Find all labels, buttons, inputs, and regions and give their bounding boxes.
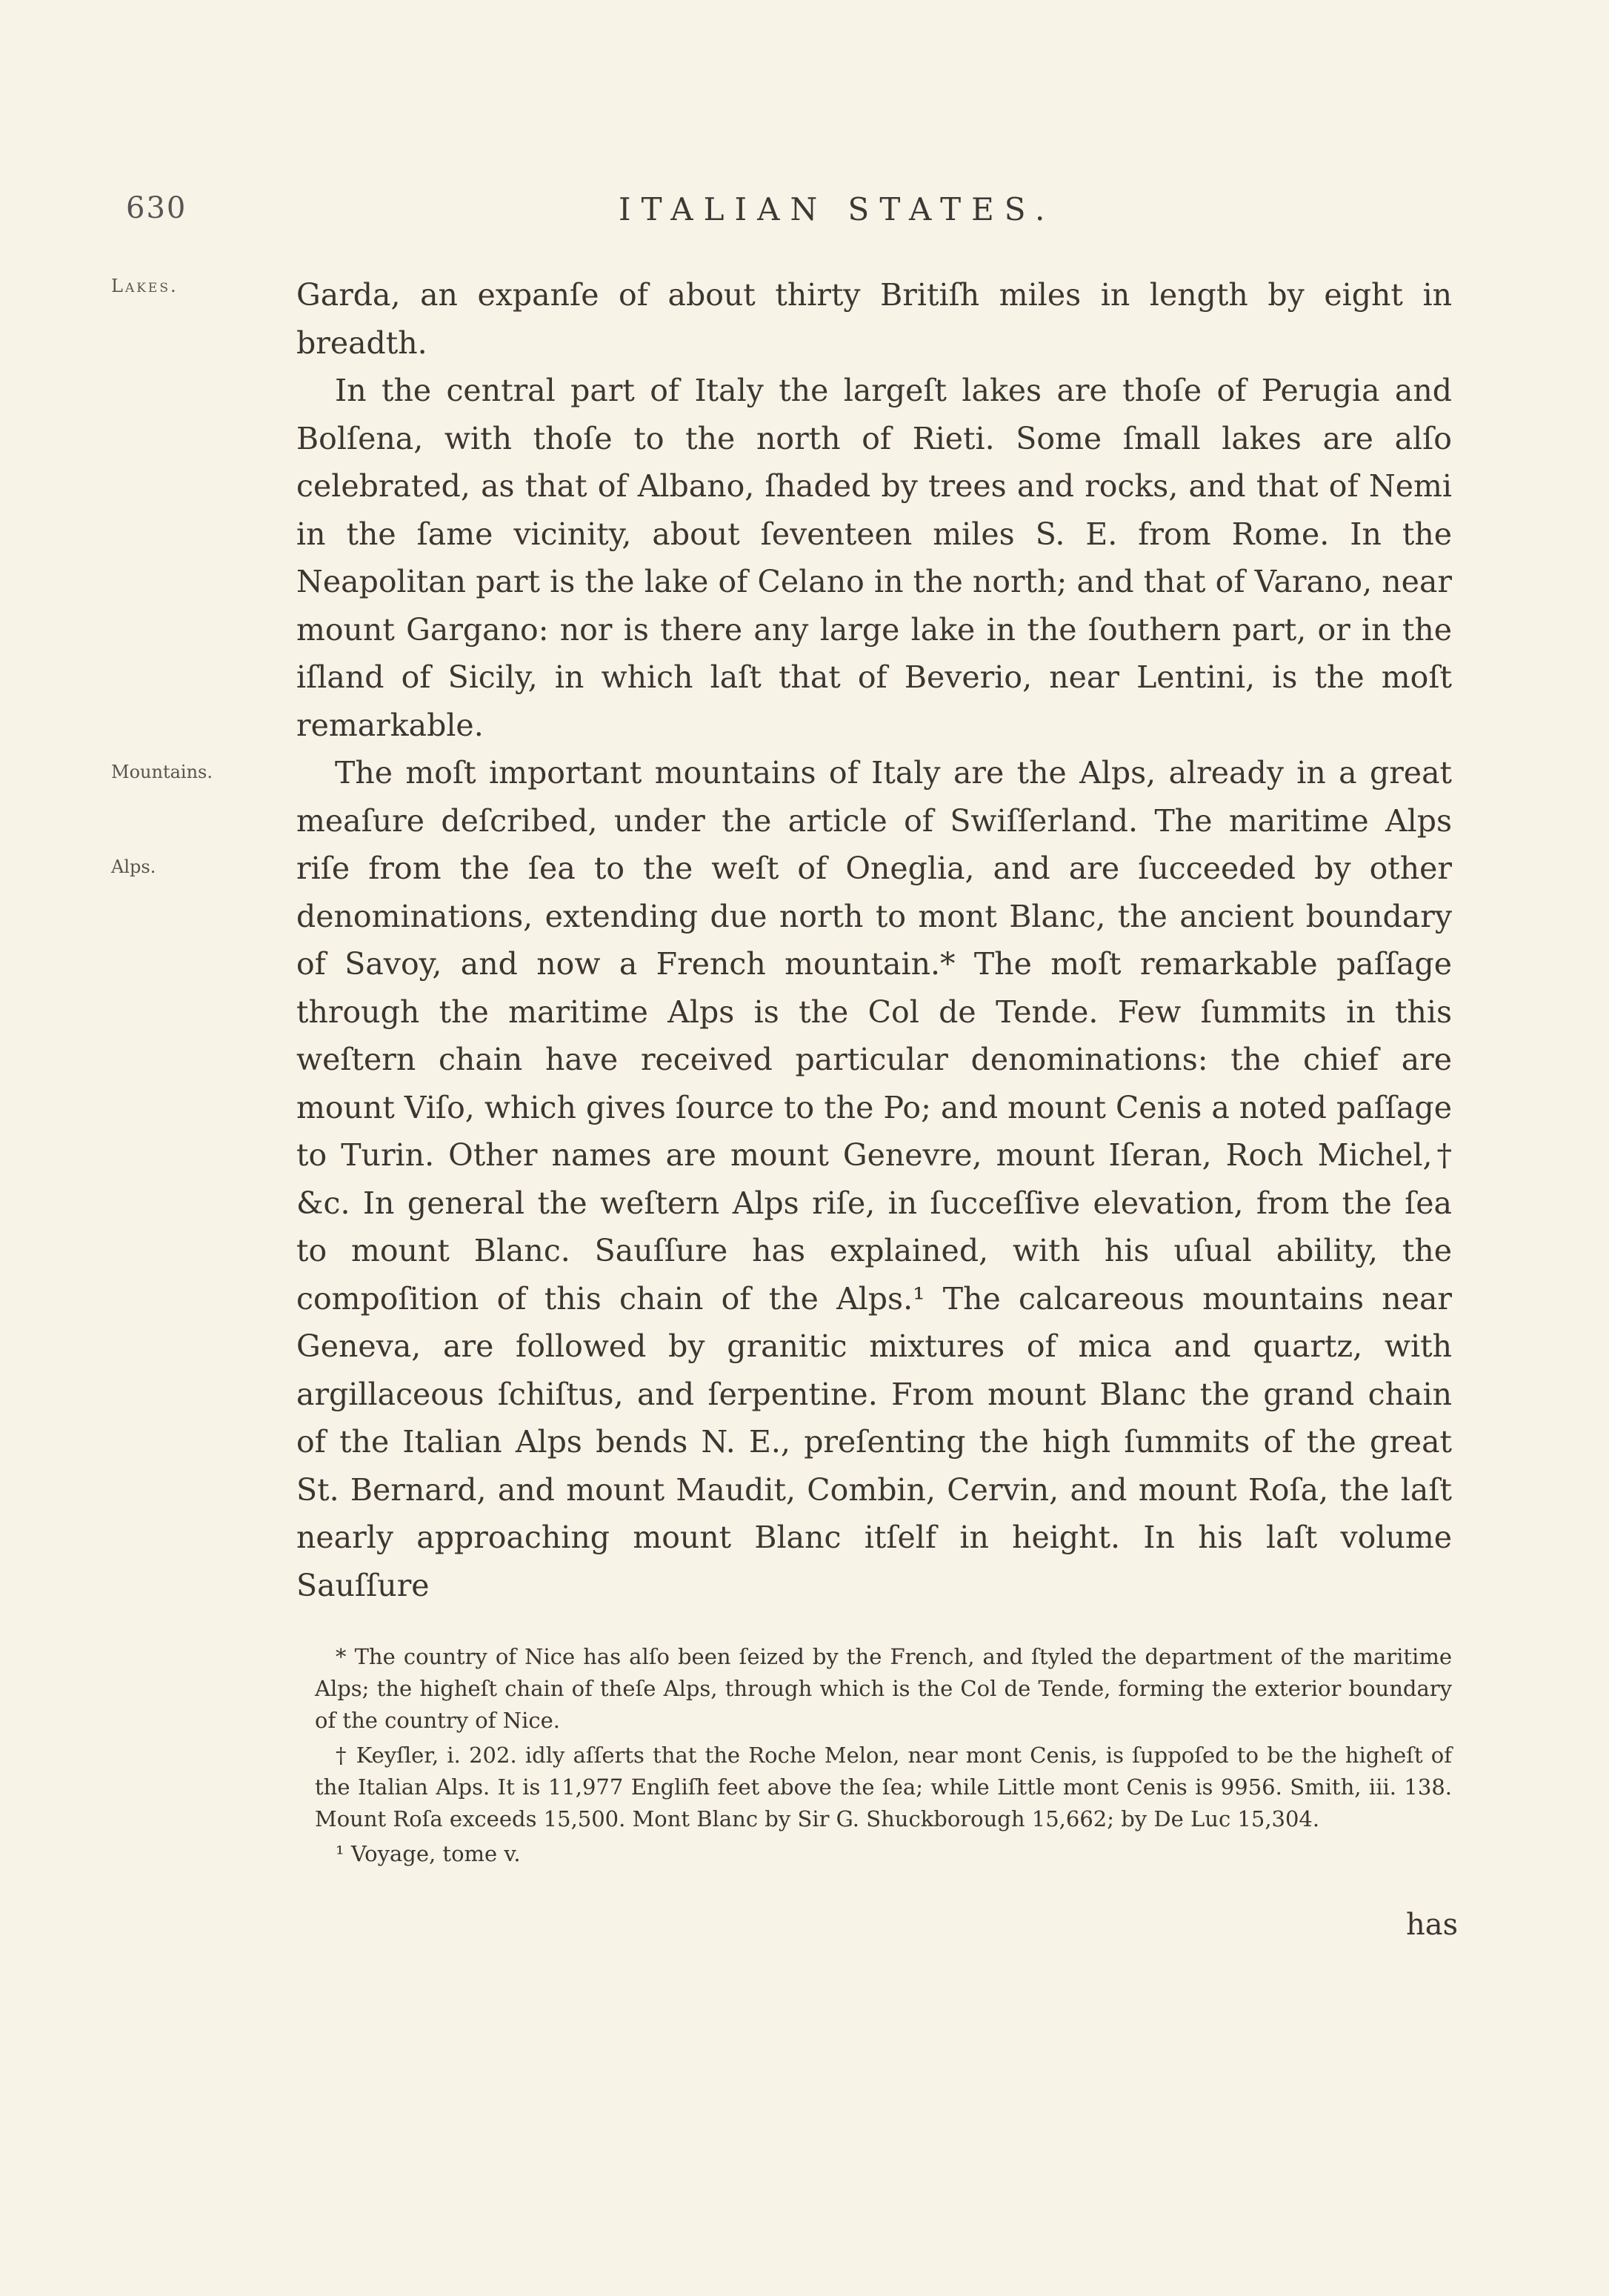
margin-note-mountains: Mountains. [111, 762, 213, 782]
running-head: ITALIAN STATES. [619, 191, 1056, 227]
main-text [296, 271, 1452, 1609]
paragraph-lakes-continued: Garda, an expanſe of about thirty Britiſh miles in length by eight in breadth. [296, 277, 1452, 361]
margin-note-alps: Alps. [111, 856, 156, 877]
catchword: has [1406, 1908, 1459, 1942]
margin-note-lakes: Lakes. [111, 276, 179, 296]
footnote-keysler: † Keyſler, i. 202. idly aſſerts that the Roche Melon, near mont Cenis, is ſuppoſed to be the higheſt of the Italian Alps. It is 11,977 Engliſh feet above the ſea; while Little mont Cenis is 9956. Smith, iii. 138. Mount Roſa exceeds 15,500. Mont Blanc by Sir G. Shuckborough 15,662; by De Luc 15,304. [315, 1743, 1452, 1831]
page-number: 630 [126, 191, 187, 225]
footnote-voyage: ¹ Voyage, tome v. [336, 1841, 521, 1866]
footnotes [315, 1641, 1452, 1873]
page-header [126, 191, 1467, 236]
paragraph-mountains: The moſt important mountains of Italy are the Alps, already in a great meaſure deſcribed, under the article of Swiſſerland. The maritime Alps riſe from the ſea to the weſt of Oneglia, and are ſucceeded by other denominations, extending due north to mont Blanc, the ancient boundary of Savoy, and now a French mountain.* The moſt remarkable paſſage through the maritime Alps is the Col de Tende. Few ſummits in this weſtern chain have received particular denominations: the chief are mount Viſo, which gives ſource to the Po; and mount Cenis a noted paſſage to Turin. Other names are mount Genevre, mount Iſeran, Roch Michel,† &c. In general the weſtern Alps riſe, in ſucceſſive elevation, from the ſea to mount Blanc. Sauſſure has explained, with his uſual ability, the compoſition of this chain of the Alps.¹ The calcareous mountains near Geneva, are followed by granitic mixtures of mica and quartz, with argillaceous ſchiſtus, and ſerpentine. From mount Blanc the grand chain of the Italian Alps bends N. E., preſenting the high ſummits of the great St. Bernard, and mount Maudit, Combin, Cervin, and mount Roſa, the laſt nearly approaching mount Blanc itſelf in height. In his laſt volume Sauſſure [296, 755, 1452, 1603]
paragraph-central-lakes: In the central part of Italy the largeſt lakes are thoſe of Perugia and Bolſena, with thoſe to the north of Rieti. Some ſmall lakes are alſo celebrated, as that of Albano, ſhaded by trees and rocks, and that of Nemi in the ſame vicinity, about ſeventeen miles S. E. from Rome. In the Neapolitan part is the lake of Celano in the north; and that of Varano, near mount Gargano: nor is there any large lake in the ſouthern part, or in the iſland of Sicily, in which laſt that of Beverio, near Lentini, is the moſt remarkable. [296, 373, 1452, 743]
footnote-nice: * The country of Nice has alſo been ſeized by the French, and ſtyled the department of the maritime Alps; the higheſt chain of theſe Alps, through which is the Col de Tende, forming the exterior boundary of the country of Nice. [315, 1644, 1452, 1733]
